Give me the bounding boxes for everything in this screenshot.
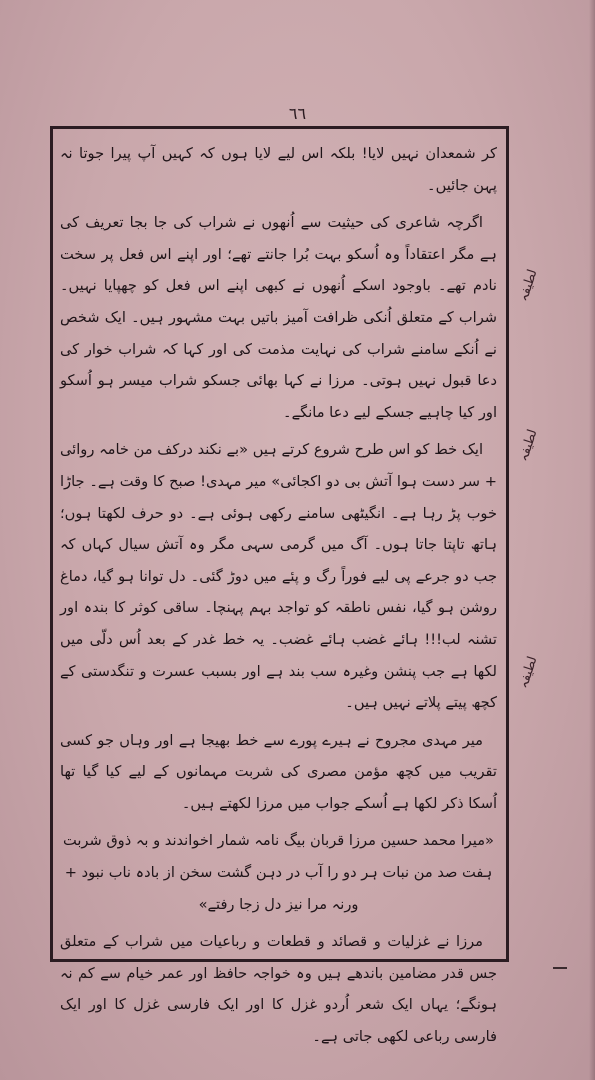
paragraph-6: مرزا نے غزلیات و قصائد و قطعات و رباعیات میں شراب کے متعلق جس قدر مضامین باندھے ہیں وہ خواجہ حافظ اور عمر خیام سے کم نہ ہونگے؛ یہاں ایک شعر اُردو غزل کا اور ایک فارسی غزل کا اور ایک فارسی رباعی لکھی جاتی ہے۔ [60, 933, 497, 1046]
margin-note-2: لطیفہ [516, 427, 541, 464]
paragraph-2: اگرچہ شاعری کی حیثیت سے اُنھوں نے شراب کی جا بجا تعریف کی ہے مگر اعتقاداً وہ اُسکو بہت بُرا جانتے تھے؛ اور اپنے اس فعل پر سخت نادم تھے۔ باوجود اسکے اُنھوں نے کبھی اپنے اس فعل کو چھپایا نہیں۔ شراب کے متعلق اُنکی ظرافت آمیز باتیں بہت مشہور ہیں۔ ایک شخص نے اُنکے سامنے شراب کی نہایت مذمت کی اور کہا کہ شراب خوار کی دعا قبول نہیں ہوتی۔ مرزا نے کہا بھائی جسکو شراب میسر ہو اُسکو اور کیا چاہیے جسکے لیے دعا مانگے۔ [60, 214, 497, 421]
page-number: ٦٦ [288, 104, 307, 123]
page-body [60, 138, 497, 1059]
paragraph-3: ایک خط کو اس طرح شروع کرتے ہیں «بے نکند درکف من خامہ روائی + سر دست ہوا آتش بی دو اکجائی» میر مہدی! صبح کا وقت ہے۔ جاڑا خوب پڑ رہا ہے۔ انگیٹھی سامنے رکھی ہوئی ہے۔ دو حرف لکھتا ہوں؛ ہاتھ تاپتا جاتا ہوں۔ آگ میں گرمی سہی مگر وہ آتش سیال کہاں کہ جب دو جرعے پی لیے فوراً رگ و پئے میں دوڑ گئی۔ دل توانا ہو گیا، دماغ روشن ہو گیا، نفس ناطقہ کو تواجد بہم پہنچا۔ ساقی کوثر کا بندہ اور تشنہ لب!!! ہائے غضب ہائے غضب۔ یہ خط غدر کے بعد اُس دلّی میں لکھا ہے جب پنشن وغیرہ سب بند ہے اور بسبب عسرت و تنگدستی کے کچھ پیتے پلاتے نہیں ہیں۔ [60, 441, 497, 712]
margin-dash-mark [553, 967, 567, 969]
scan-shadow-edge [589, 0, 595, 1080]
paragraph-1: کر شمعدان نہیں لایا! بلکہ اس لیے لایا ہوں کہ کہیں آپ پیرا جوتا نہ پہن جائیں۔ [60, 145, 497, 194]
paragraph-4: میر مہدی مجروح نے ہیرے پورے سے خط بھیجا ہے اور وہاں جو کسی تقریب میں کچھ مؤمن مصری کی شربت مہمانوں کے لیے کیا گیا تھا اُسکا ذکر لکھا ہے اُسکے جواب میں مرزا لکھتے ہیں۔ [60, 731, 497, 812]
persian-letter-quote: «میرا محمد حسین مرزا قربان بیگ نامہ شمار اخواندند و بہ ذوق شربت ہفت صد من نبات ہر دو را آب در دہن گشت سخن از بادہ ناب نبود + ورنہ مرا نیز دل زجا رفتے» [63, 832, 494, 913]
margin-note-1: لطیفہ [516, 267, 541, 304]
margin-note-3: لطیفہ [516, 654, 541, 691]
